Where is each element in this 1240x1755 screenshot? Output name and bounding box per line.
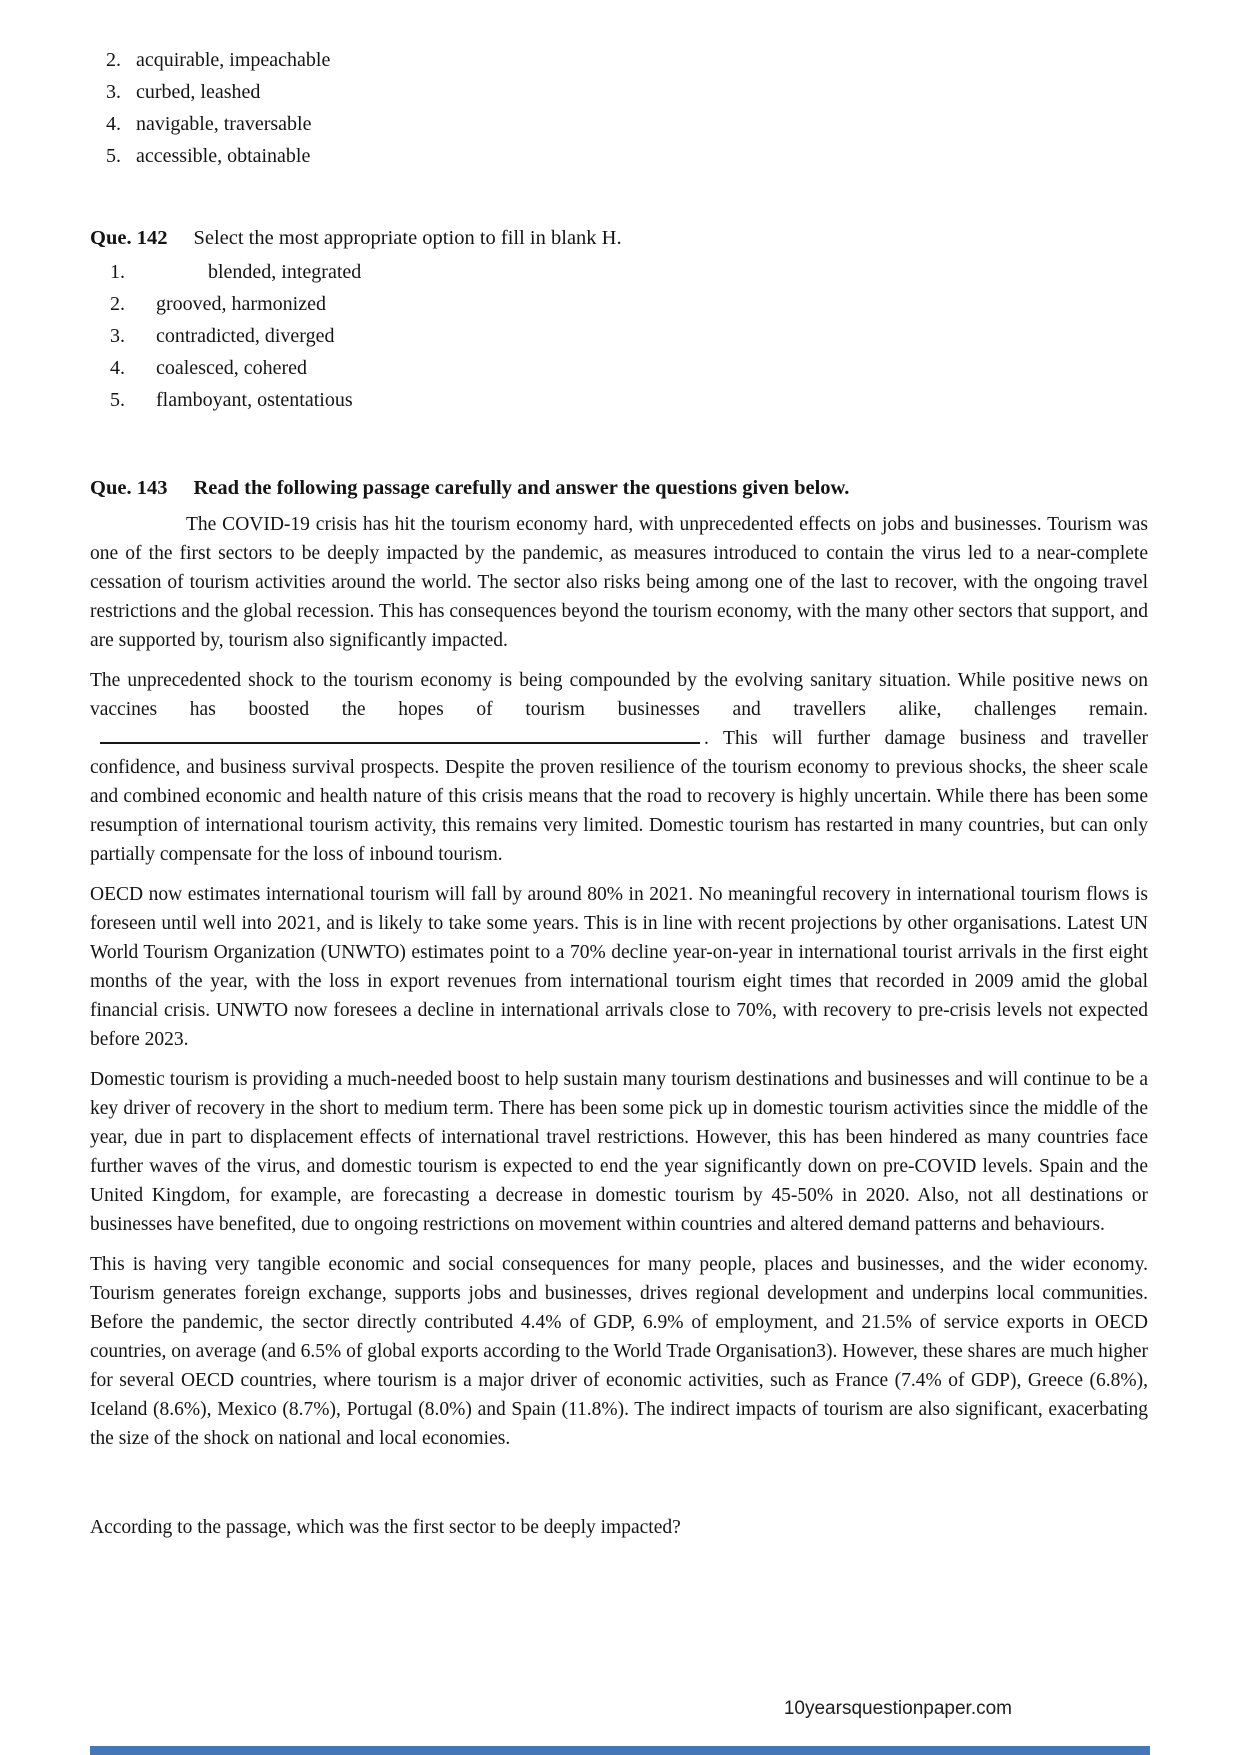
option-row (90, 108, 1148, 140)
option-number: 1. (110, 261, 125, 283)
option-text: accessible, obtainable (136, 145, 311, 167)
option-row (90, 76, 1148, 108)
question-142-heading (90, 222, 1148, 254)
passage (90, 510, 1148, 1453)
option-number: 5. (106, 145, 121, 167)
passage-paragraph-2 (90, 666, 1148, 869)
option-number: 4. (110, 357, 125, 379)
question-142-options (90, 256, 1148, 416)
top-options-list (90, 44, 1148, 172)
option-text: coalesced, cohered (156, 357, 308, 379)
passage-paragraph-3: OECD now estimates international tourism will fall by around 80% in 2021. No meaningful recovery in international tourism flows is foreseen until well into 2021, and is likely to take some years. This is in line with recent projections by other organisations. Latest UN World Tourism Organization (UNWTO) estimates point to a 70% decline year-on-year in international tourist arrivals in the first eight months of the year, with the loss in export revenues from international tourism eight times that recorded in 2009 amid the global financial crisis. UNWTO now foresees a decline in international arrivals close to 70%, with recovery to pre-crisis levels not expected before 2023. (90, 884, 1148, 1050)
passage-paragraph-5: This is having very tangible economic and social consequences for many people, places and businesses, and the wider economy. Tourism generates foreign exchange, supports jobs and businesses, drives regional development and underpins local communities. Before the pandemic, the sector directly contributed 4.4% of GDP, 6.9% of employment, and 21.5% of service exports in OECD countries, on average (and 6.5% of global exports according to the World Trade Organisation3). However, these shares are much higher for several OECD countries, where tourism is a major driver of economic activities, such as France (7.4% of GDP), Greece (6.8%), Iceland (8.6%), Mexico (8.7%), Portugal (8.0%) and Spain (11.8%). The indirect impacts of tourism are also significant, exacerbating the size of the shock on national and local economies. (90, 1254, 1148, 1449)
question-143-label: Que. 143 (90, 477, 168, 499)
passage-paragraph-1: The COVID-19 crisis has hit the tourism economy hard, with unprecedented effects on jobs and businesses. Tourism was one of the first sectors to be deeply impacted by the pandemic, as measures introduced to contain the virus led to a near-complete cessation of tourism activities around the world. The sector also risks being among one of the last to recover, with the ongoing travel restrictions and the global recession. This has consequences beyond the tourism economy, with the many other sectors that support, and are supported by, tourism also significantly impacted. (90, 514, 1148, 651)
website-watermark: 10yearsquestionpaper.com (783, 1698, 1012, 1719)
option-row (90, 44, 1148, 76)
bottom-blue-bar (90, 1746, 1150, 1755)
paragraph-2-text-before-blank: The unprecedented shock to the tourism economy is being compounded by the evolving sanitary situation. While positive news on vaccines has boosted the hopes of tourism businesses and travellers alike, challenges remain. (90, 670, 1148, 720)
option-row (90, 352, 1148, 384)
passage-paragraph-4: Domestic tourism is providing a much-needed boost to help sustain many tourism destinations and businesses and will continue to be a key driver of recovery in the short to medium term. There has been some pick up in domestic tourism activities since the middle of the year, due in part to displacement effects of international travel restrictions. However, this has been hindered as many countries face further waves of the virus, and domestic tourism is expected to end the year significantly down on pre-COVID levels. Spain and the United Kingdom, for example, are forecasting a decrease in domestic tourism by 45-50% in 2020. Also, not all destinations or businesses have benefited, due to ongoing restrictions on movement within countries and altered demand patterns and behaviours. (90, 1069, 1148, 1235)
option-number: 2. (110, 293, 125, 315)
option-row (90, 256, 1148, 288)
option-number: 3. (106, 81, 121, 103)
option-text: contradicted, diverged (156, 325, 335, 347)
question-143-heading (90, 472, 1148, 504)
option-text: flamboyant, ostentatious (156, 389, 353, 411)
question-142 (90, 222, 1148, 416)
paragraph-2-text-after-blank: . This will further damage business and traveller confidence, and business survival prospects. Despite the proven resilience of the tourism economy to previous shocks, the sheer scale and combined economic and health nature of this crisis means that the road to recovery is highly uncertain. While there has been some resumption of international tourism activity, this remains very limited. Domestic tourism has restarted in many countries, but can only partially compensate for the loss of inbound tourism. (90, 728, 1148, 865)
option-text: curbed, leashed (136, 81, 261, 103)
option-row (90, 384, 1148, 416)
question-143-subquestion: According to the passage, which was the first sector to be deeply impacted? (90, 1517, 681, 1538)
question-142-label: Que. 142 (90, 227, 168, 249)
option-number: 5. (110, 389, 125, 411)
option-text: grooved, harmonized (156, 293, 326, 315)
question-143 (90, 472, 1148, 1542)
option-number: 4. (106, 113, 121, 135)
blank-underline (100, 725, 700, 744)
option-row (90, 288, 1148, 320)
option-text: navigable, traversable (136, 113, 312, 135)
option-row (90, 320, 1148, 352)
option-number: 2. (106, 49, 121, 71)
question-142-prompt: Select the most appropriate option to fill in blank H. (193, 227, 622, 249)
option-row (90, 140, 1148, 172)
option-text: acquirable, impeachable (136, 49, 331, 71)
question-143-prompt: Read the following passage carefully and answer the questions given below. (193, 477, 850, 499)
option-number: 3. (110, 325, 125, 347)
option-text: blended, integrated (208, 261, 362, 283)
